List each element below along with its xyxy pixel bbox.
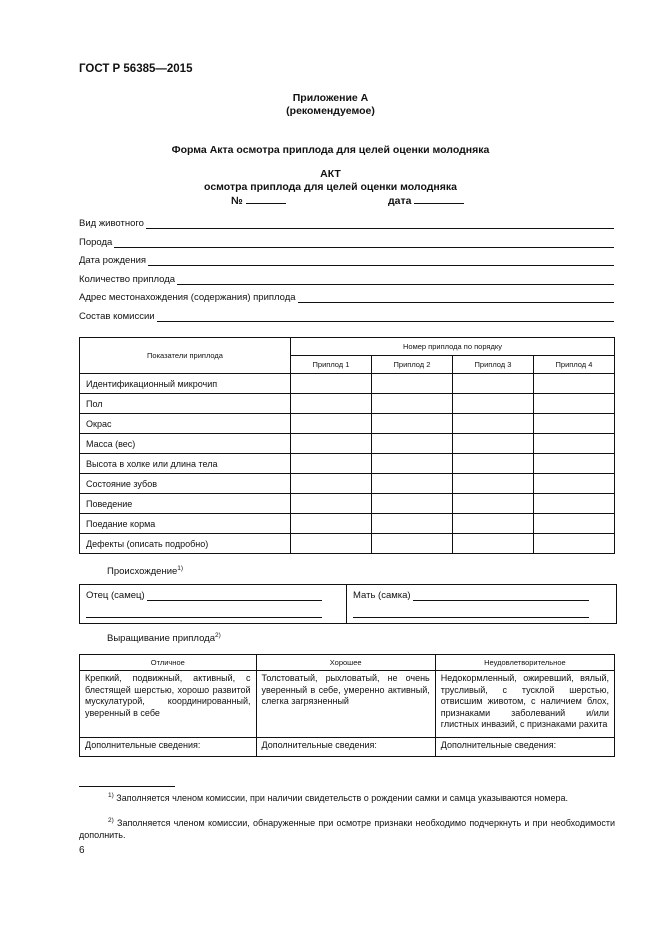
form-title: Форма Акта осмотра приплода для целей оценки молодняка: [171, 144, 490, 156]
column-header: Неудовлетворительное: [435, 655, 614, 671]
row-label: Высота в холке или длина тела: [80, 454, 291, 474]
table-cell[interactable]: [291, 394, 372, 414]
field-breed[interactable]: [79, 234, 614, 248]
table-cell[interactable]: [291, 414, 372, 434]
rearing-description[interactable]: Недокормленный, ожиревший, вялый, трусливый, с тусклой шерстью, отвисшим животом, с наличием блох, признаками заболеваний и/или глистных инвазий, с признаками рахита: [435, 671, 614, 738]
footnote-mark: 1): [108, 792, 114, 799]
footnote-1: [79, 790, 615, 805]
act-title: АКТ: [320, 168, 341, 180]
table-cell[interactable]: [453, 514, 534, 534]
father-blank[interactable]: [147, 591, 322, 601]
extra-info-cell[interactable]: Дополнительные сведения:: [435, 738, 614, 757]
field-animal-type[interactable]: [79, 215, 614, 229]
column-header: Приплод 4: [534, 356, 615, 374]
footnote-separator: [79, 786, 175, 787]
rearing-table: [79, 654, 615, 757]
table-cell[interactable]: [372, 494, 453, 514]
table-row: [80, 514, 615, 534]
act-date-blank[interactable]: [414, 193, 464, 204]
origin-heading: [107, 565, 183, 577]
father-blank-line[interactable]: [86, 605, 322, 618]
act-number-label: №: [231, 195, 243, 207]
table-cell[interactable]: [372, 394, 453, 414]
numbers-header: Номер приплода по порядку: [291, 338, 615, 356]
row-label: Идентификационный микрочип: [80, 374, 291, 394]
father-label: Отец (самец): [86, 590, 145, 601]
table-row: [80, 394, 615, 414]
table-cell[interactable]: [372, 434, 453, 454]
mother-blank-line[interactable]: [353, 605, 589, 618]
field-commission[interactable]: [79, 308, 614, 322]
extra-info-cell[interactable]: Дополнительные сведения:: [80, 738, 257, 757]
column-header: Приплод 2: [372, 356, 453, 374]
table-row: [80, 494, 615, 514]
column-header: Приплод 1: [291, 356, 372, 374]
field-label: Состав комиссии: [79, 311, 155, 322]
indicators-header: Показатели приплода: [80, 338, 291, 374]
rearing-heading: [107, 632, 221, 644]
field-litter-count[interactable]: [79, 271, 614, 285]
column-divider: [346, 585, 347, 623]
rearing-description[interactable]: Крепкий, подвижный, активный, с блестящей шерстью, хорошо развитой мускулатурой, координированный, уверенный в себе: [80, 671, 257, 738]
appendix-heading: [0, 92, 661, 118]
table-cell[interactable]: [453, 394, 534, 414]
table-row: [80, 534, 615, 554]
row-label: Состояние зубов: [80, 474, 291, 494]
footnote-text: Заполняется членом комиссии, при наличии свидетельств о рождении самки и самца указываются номера.: [116, 793, 568, 803]
appendix-title: Приложение А: [292, 92, 369, 104]
table-cell[interactable]: [534, 494, 615, 514]
table-row: [80, 474, 615, 494]
mother-label: Мать (самка): [353, 590, 411, 601]
table-row: [80, 655, 615, 671]
table-cell[interactable]: [372, 414, 453, 434]
extra-info-cell[interactable]: Дополнительные сведения:: [256, 738, 435, 757]
table-cell[interactable]: [453, 374, 534, 394]
table-row: [80, 434, 615, 454]
origin-title: Происхождение: [107, 566, 178, 578]
field-blank[interactable]: [157, 311, 614, 322]
table-cell[interactable]: [372, 514, 453, 534]
table-row: [80, 671, 615, 738]
table-row: [80, 454, 615, 474]
table-cell[interactable]: [291, 434, 372, 454]
standard-number: ГОСТ Р 56385—2015: [79, 63, 193, 75]
table-cell[interactable]: [534, 474, 615, 494]
table-cell[interactable]: [534, 374, 615, 394]
table-cell[interactable]: [453, 534, 534, 554]
footnote-text: Заполняется членом комиссии, обнаруженные при осмотре признаки необходимо подчеркнуть и при необходимости дополнить.: [79, 818, 615, 840]
table-cell[interactable]: [372, 534, 453, 554]
field-blank[interactable]: [148, 255, 614, 266]
table-cell[interactable]: [372, 374, 453, 394]
father-field[interactable]: [86, 589, 322, 601]
table-cell[interactable]: [534, 414, 615, 434]
act-number-blank[interactable]: [246, 193, 286, 204]
table-cell[interactable]: [453, 494, 534, 514]
table-cell[interactable]: [534, 434, 615, 454]
row-label: Поедание корма: [80, 514, 291, 534]
table-cell[interactable]: [453, 454, 534, 474]
act-subtitle: осмотра приплода для целей оценки молодняка: [204, 181, 457, 193]
field-label: Дата рождения: [79, 255, 147, 266]
table-cell[interactable]: [534, 534, 615, 554]
table-row: [80, 738, 615, 757]
footnote-ref: 1): [177, 565, 184, 572]
act-date-label: дата: [388, 195, 412, 207]
table-cell[interactable]: [291, 474, 372, 494]
field-blank[interactable]: [177, 274, 614, 285]
field-blank[interactable]: [298, 292, 614, 303]
mother-blank[interactable]: [413, 591, 589, 601]
rearing-description[interactable]: Толстоватый, рыхловатый, не очень уверенный в себе, умеренно активный, слегка загрязненный: [256, 671, 435, 738]
father-cell: [86, 585, 322, 623]
field-label: Вид животного: [79, 218, 144, 229]
footnote-2: [79, 815, 615, 841]
act-date-field[interactable]: [388, 193, 464, 207]
column-header: Приплод 3: [453, 356, 534, 374]
column-header: Отличное: [80, 655, 257, 671]
rearing-title: Выращивание приплода: [107, 633, 215, 645]
table-cell[interactable]: [453, 414, 534, 434]
appendix-note: (рекомендуемое): [286, 105, 375, 117]
table-cell[interactable]: [291, 514, 372, 534]
row-label: Пол: [80, 394, 291, 414]
mother-field[interactable]: [353, 589, 589, 601]
field-address[interactable]: [79, 289, 614, 303]
table-cell[interactable]: [534, 514, 615, 534]
table-row: [80, 414, 615, 434]
table-cell[interactable]: [372, 474, 453, 494]
row-label: Окрас: [80, 414, 291, 434]
field-blank[interactable]: [146, 218, 614, 229]
field-label: Адрес местонахождения (содержания) приплода: [79, 292, 296, 303]
field-label: Количество приплода: [79, 274, 176, 285]
litter-table: [79, 337, 615, 554]
row-label: Дефекты (описать подробно): [80, 534, 291, 554]
table-cell[interactable]: [291, 374, 372, 394]
row-label: Масса (вес): [80, 434, 291, 454]
table-cell[interactable]: [291, 494, 372, 514]
table-row: [80, 374, 615, 394]
table-cell[interactable]: [534, 454, 615, 474]
table-cell[interactable]: [453, 434, 534, 454]
row-label: Поведение: [80, 494, 291, 514]
table-cell[interactable]: [291, 534, 372, 554]
footnote-mark: 2): [108, 817, 114, 824]
column-header: Хорошее: [256, 655, 435, 671]
origin-table: [79, 584, 617, 624]
page-number: 6: [79, 845, 85, 856]
mother-cell: [353, 585, 589, 623]
field-label: Порода: [79, 237, 113, 248]
table-cell[interactable]: [372, 454, 453, 474]
act-number-field[interactable]: [231, 193, 286, 207]
field-blank[interactable]: [114, 237, 614, 248]
table-cell[interactable]: [291, 454, 372, 474]
footnote-ref: 2): [214, 632, 221, 639]
field-birth-date[interactable]: [79, 252, 614, 266]
act-heading: [0, 168, 661, 194]
table-cell[interactable]: [453, 474, 534, 494]
table-cell[interactable]: [534, 394, 615, 414]
